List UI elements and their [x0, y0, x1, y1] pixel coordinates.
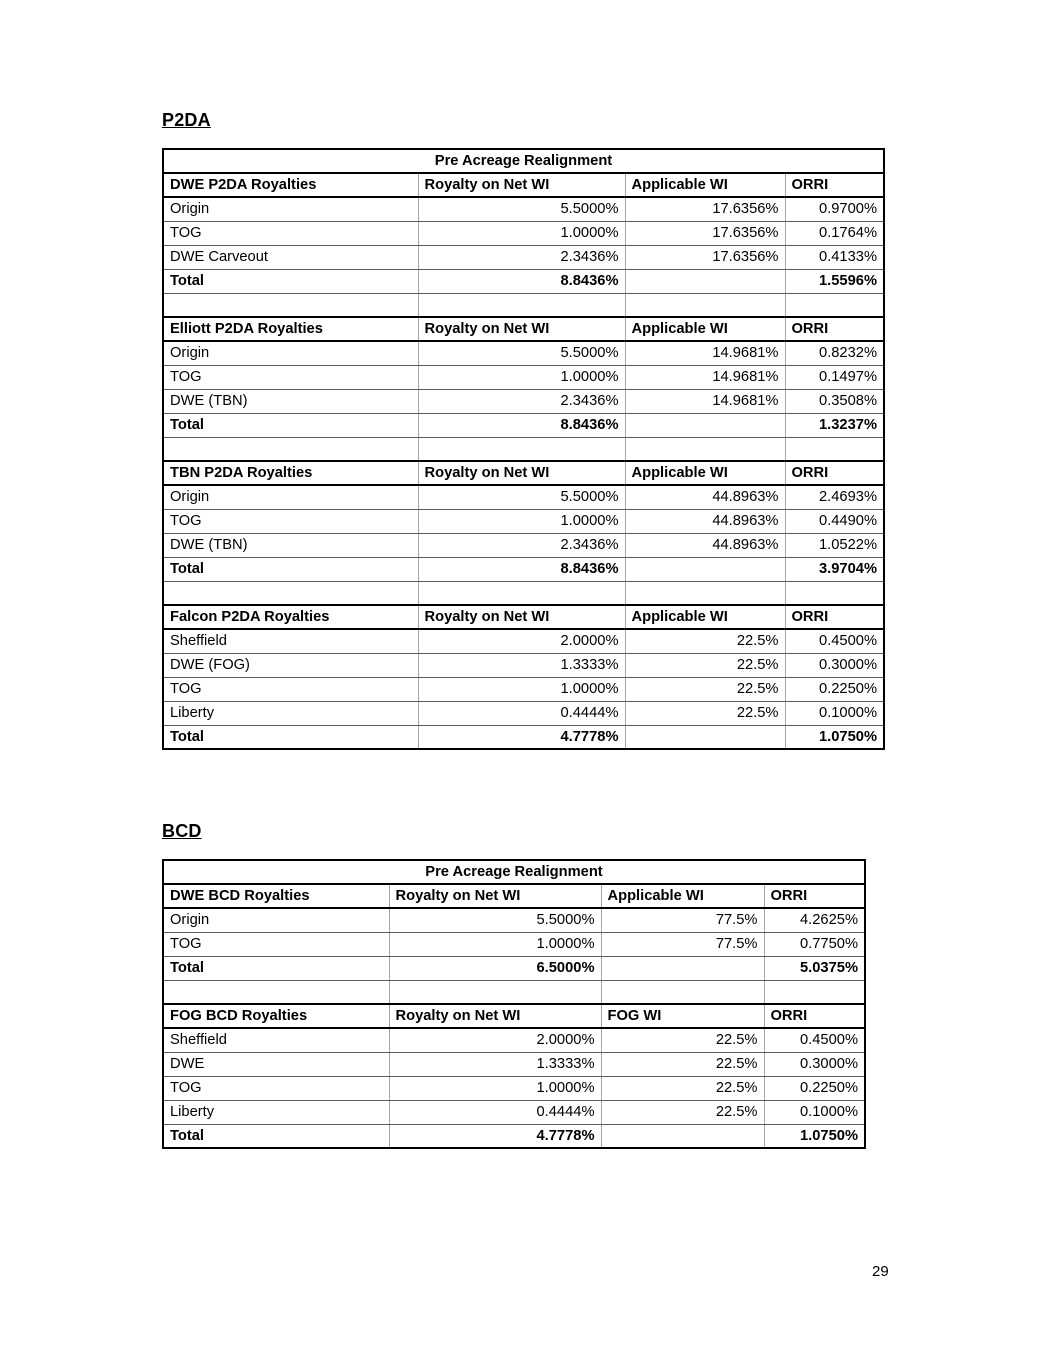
row-value: 14.9681% [625, 365, 785, 389]
row-value: 0.2250% [764, 1076, 865, 1100]
total-value: 1.5596% [785, 269, 884, 293]
row-value: 0.4133% [785, 245, 884, 269]
column-header: Applicable WI [625, 317, 785, 341]
row-value: 0.3508% [785, 389, 884, 413]
table-row [163, 629, 884, 653]
total-label: Total [163, 956, 389, 980]
spacer-cell [163, 980, 389, 1004]
spacer-cell [389, 980, 601, 1004]
total-value [601, 956, 764, 980]
total-value [625, 413, 785, 437]
table-row [163, 245, 884, 269]
column-header: Elliott P2DA Royalties [163, 317, 418, 341]
row-label: TOG [163, 509, 418, 533]
total-value: 5.0375% [764, 956, 865, 980]
spacer-cell [625, 437, 785, 461]
section-heading-bcd: BCD [162, 821, 202, 841]
column-header: Royalty on Net WI [418, 461, 625, 485]
table-row [163, 389, 884, 413]
section-p2da [162, 109, 885, 750]
row-value: 0.9700% [785, 197, 884, 221]
column-header: Royalty on Net WI [418, 317, 625, 341]
row-value: 2.3436% [418, 533, 625, 557]
section-heading-p2da: P2DA [162, 110, 211, 130]
row-value: 22.5% [601, 1100, 764, 1124]
row-value: 5.5000% [418, 485, 625, 509]
row-value: 17.6356% [625, 245, 785, 269]
spacer-row [163, 581, 884, 605]
table-row [163, 485, 884, 509]
table-banner: Pre Acreage Realignment [163, 860, 865, 884]
row-label: DWE (FOG) [163, 653, 418, 677]
column-header: ORRI [764, 884, 865, 908]
row-value: 0.4444% [418, 701, 625, 725]
row-value: 5.5000% [389, 908, 601, 932]
group-header-row [163, 317, 884, 341]
group-header-row [163, 1004, 865, 1028]
spacer-cell [785, 437, 884, 461]
column-header: FOG BCD Royalties [163, 1004, 389, 1028]
table-row [163, 653, 884, 677]
row-value: 2.4693% [785, 485, 884, 509]
spacer-cell [418, 581, 625, 605]
spacer-cell [625, 581, 785, 605]
column-header: DWE BCD Royalties [163, 884, 389, 908]
row-label: Origin [163, 197, 418, 221]
table-row [163, 197, 884, 221]
row-value: 1.0522% [785, 533, 884, 557]
row-label: TOG [163, 365, 418, 389]
total-value: 1.0750% [785, 725, 884, 749]
row-label: Liberty [163, 701, 418, 725]
spacer-cell [163, 437, 418, 461]
row-value: 1.0000% [389, 932, 601, 956]
row-label: DWE (TBN) [163, 533, 418, 557]
row-value: 22.5% [625, 677, 785, 701]
row-value: 0.4490% [785, 509, 884, 533]
spacer-cell [785, 293, 884, 317]
group-header-row [163, 605, 884, 629]
table-row [163, 1028, 865, 1052]
row-value: 0.4500% [785, 629, 884, 653]
total-row [163, 413, 884, 437]
spacer-row [163, 293, 884, 317]
table-banner: Pre Acreage Realignment [163, 149, 884, 173]
column-header: TBN P2DA Royalties [163, 461, 418, 485]
row-label: Sheffield [163, 629, 418, 653]
row-value: 17.6356% [625, 221, 785, 245]
row-value: 1.3333% [389, 1052, 601, 1076]
row-value: 2.3436% [418, 389, 625, 413]
row-label: Origin [163, 485, 418, 509]
table-row [163, 341, 884, 365]
row-label: DWE [163, 1052, 389, 1076]
total-row [163, 1124, 865, 1148]
total-value: 4.7778% [389, 1124, 601, 1148]
table-row [163, 932, 865, 956]
row-value: 22.5% [601, 1076, 764, 1100]
total-value: 4.7778% [418, 725, 625, 749]
row-value: 0.4500% [764, 1028, 865, 1052]
total-label: Total [163, 725, 418, 749]
total-label: Total [163, 1124, 389, 1148]
row-value: 2.0000% [418, 629, 625, 653]
row-label: Liberty [163, 1100, 389, 1124]
table-row [163, 365, 884, 389]
column-header: ORRI [785, 173, 884, 197]
row-label: DWE Carveout [163, 245, 418, 269]
row-value: 1.0000% [418, 509, 625, 533]
table-row [163, 221, 884, 245]
total-label: Total [163, 269, 418, 293]
column-header: DWE P2DA Royalties [163, 173, 418, 197]
spacer-cell [418, 293, 625, 317]
row-value: 2.0000% [389, 1028, 601, 1052]
spacer-cell [163, 293, 418, 317]
column-header: Royalty on Net WI [389, 1004, 601, 1028]
column-header: ORRI [764, 1004, 865, 1028]
row-label: Origin [163, 341, 418, 365]
row-value: 44.8963% [625, 485, 785, 509]
group-header-row [163, 884, 865, 908]
banner-row [163, 860, 865, 884]
row-value: 22.5% [625, 701, 785, 725]
total-value: 6.5000% [389, 956, 601, 980]
column-header: ORRI [785, 605, 884, 629]
row-value: 77.5% [601, 932, 764, 956]
total-row [163, 557, 884, 581]
p2da-royalties-table [162, 148, 885, 750]
table-row [163, 509, 884, 533]
total-value: 8.8436% [418, 269, 625, 293]
column-header: Applicable WI [625, 605, 785, 629]
total-value: 8.8436% [418, 557, 625, 581]
row-value: 44.8963% [625, 533, 785, 557]
table-row [163, 1100, 865, 1124]
row-value: 5.5000% [418, 341, 625, 365]
column-header: Royalty on Net WI [389, 884, 601, 908]
group-header-row [163, 173, 884, 197]
row-value: 0.8232% [785, 341, 884, 365]
table-row [163, 533, 884, 557]
section-bcd [162, 820, 866, 1149]
row-value: 1.0000% [418, 677, 625, 701]
row-value: 2.3436% [418, 245, 625, 269]
column-header: ORRI [785, 461, 884, 485]
spacer-cell [601, 980, 764, 1004]
row-value: 14.9681% [625, 341, 785, 365]
column-header: Royalty on Net WI [418, 173, 625, 197]
row-label: Sheffield [163, 1028, 389, 1052]
bcd-royalties-table [162, 859, 866, 1149]
total-value: 8.8436% [418, 413, 625, 437]
banner-row [163, 149, 884, 173]
column-header: Applicable WI [625, 461, 785, 485]
royalty-table [162, 148, 885, 750]
table-row [163, 677, 884, 701]
row-label: TOG [163, 932, 389, 956]
row-value: 22.5% [625, 653, 785, 677]
row-label: TOG [163, 677, 418, 701]
row-value: 22.5% [625, 629, 785, 653]
table-row [163, 701, 884, 725]
row-value: 0.1764% [785, 221, 884, 245]
spacer-cell [418, 437, 625, 461]
spacer-cell [785, 581, 884, 605]
row-label: Origin [163, 908, 389, 932]
row-value: 17.6356% [625, 197, 785, 221]
total-value [625, 557, 785, 581]
row-label: TOG [163, 1076, 389, 1100]
row-value: 22.5% [601, 1028, 764, 1052]
royalty-table [162, 859, 866, 1149]
column-header: Royalty on Net WI [418, 605, 625, 629]
total-row [163, 269, 884, 293]
column-header: Falcon P2DA Royalties [163, 605, 418, 629]
total-row [163, 725, 884, 749]
row-value: 0.3000% [785, 653, 884, 677]
row-value: 0.3000% [764, 1052, 865, 1076]
total-row [163, 956, 865, 980]
row-value: 1.0000% [389, 1076, 601, 1100]
column-header: FOG WI [601, 1004, 764, 1028]
column-header: ORRI [785, 317, 884, 341]
row-value: 0.4444% [389, 1100, 601, 1124]
total-value [625, 269, 785, 293]
column-header: Applicable WI [601, 884, 764, 908]
group-header-row [163, 461, 884, 485]
table-row [163, 1052, 865, 1076]
row-value: 77.5% [601, 908, 764, 932]
row-value: 1.3333% [418, 653, 625, 677]
row-value: 0.2250% [785, 677, 884, 701]
spacer-cell [625, 293, 785, 317]
row-value: 4.2625% [764, 908, 865, 932]
row-value: 1.0000% [418, 365, 625, 389]
row-value: 44.8963% [625, 509, 785, 533]
spacer-row [163, 980, 865, 1004]
total-value: 1.0750% [764, 1124, 865, 1148]
row-label: DWE (TBN) [163, 389, 418, 413]
row-label: TOG [163, 221, 418, 245]
total-label: Total [163, 557, 418, 581]
total-value [601, 1124, 764, 1148]
row-value: 0.7750% [764, 932, 865, 956]
spacer-cell [764, 980, 865, 1004]
table-row [163, 908, 865, 932]
total-value: 1.3237% [785, 413, 884, 437]
table-row [163, 1076, 865, 1100]
spacer-row [163, 437, 884, 461]
row-value: 0.1000% [785, 701, 884, 725]
total-label: Total [163, 413, 418, 437]
page-number: 29 [872, 1263, 889, 1280]
spacer-cell [163, 581, 418, 605]
total-value [625, 725, 785, 749]
total-value: 3.9704% [785, 557, 884, 581]
row-value: 0.1000% [764, 1100, 865, 1124]
row-value: 22.5% [601, 1052, 764, 1076]
row-value: 14.9681% [625, 389, 785, 413]
column-header: Applicable WI [625, 173, 785, 197]
row-value: 1.0000% [418, 221, 625, 245]
row-value: 0.1497% [785, 365, 884, 389]
row-value: 5.5000% [418, 197, 625, 221]
